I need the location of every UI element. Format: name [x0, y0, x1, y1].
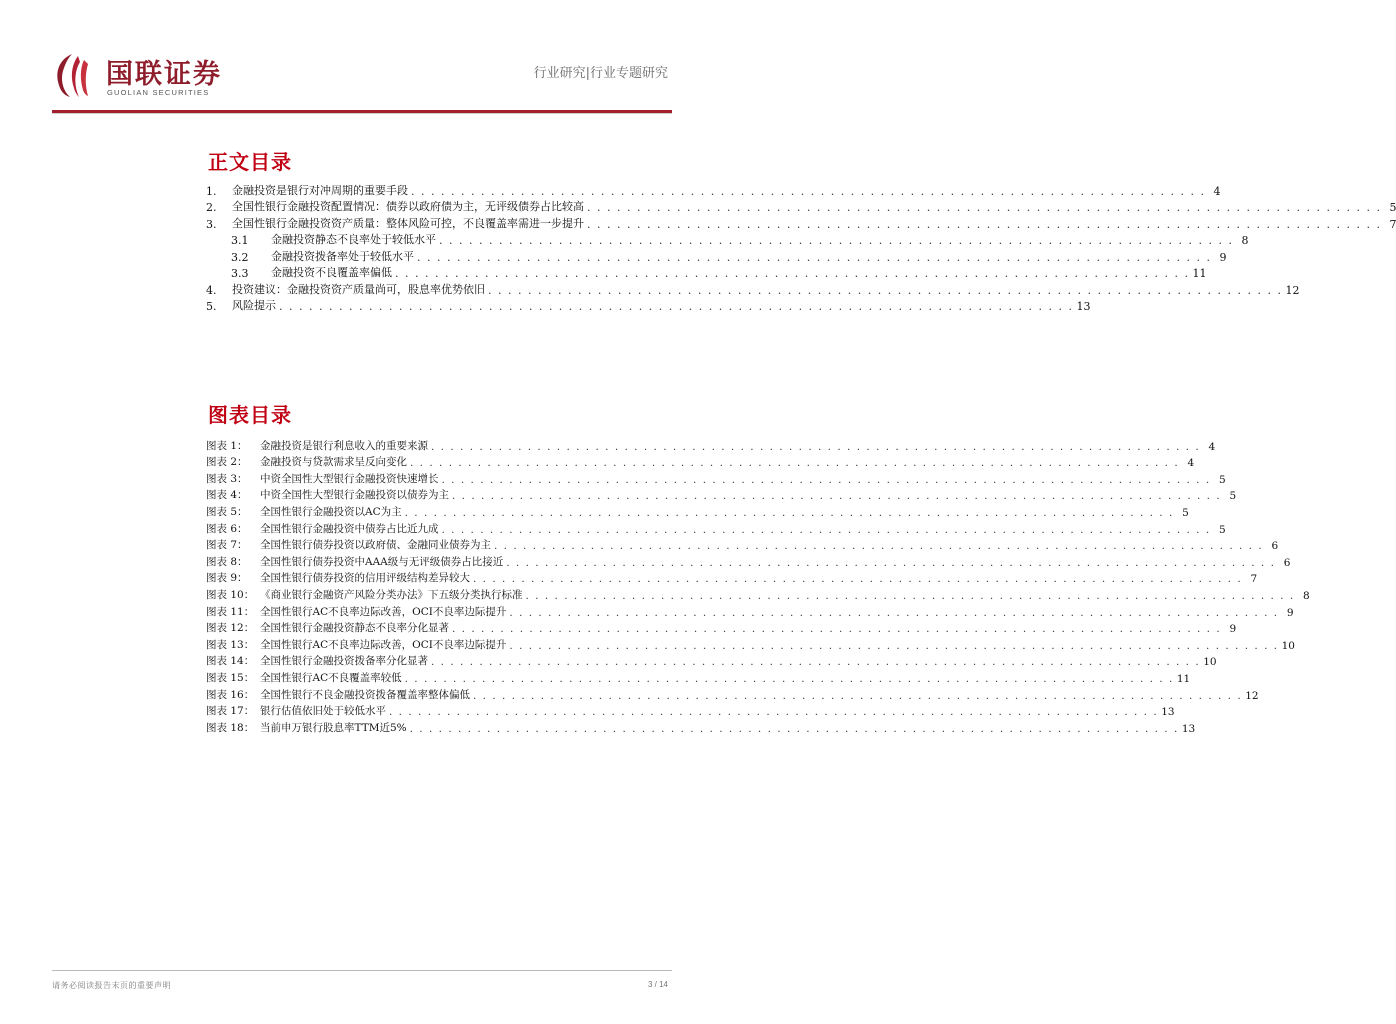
chart-index-entry[interactable] — [206, 436, 1216, 453]
dot-leader: . . . . . . . . . . . . . . . . . . . . . . . . . . . . . . . . . . . . . . . . . . . . . . . . . . . . . . . . . . . . . . . . . . . . . . . . . . . . . . . . — [417, 250, 1212, 264]
chart-index-title: 图表目录 — [208, 403, 292, 427]
dot-leader: . . . . . . . . . . . . . . . . . . . . . . . . . . . . . . . . . . . . . . . . . . . . . . . . . . . . . . . . . . . . . . . . . . . . . . . . . . . . . . . . — [587, 201, 1382, 214]
dot-leader: . . . . . . . . . . . . . . . . . . . . . . . . . . . . . . . . . . . . . . . . . . . . . . . . . . . . . . . . . . . . . . . . . . . . . . . . . . . . . . . . — [439, 234, 1234, 247]
dot-leader: . . . . . . . . . . . . . . . . . . . . . . . . . . . . . . . . . . . . . . . . . . . . . . . . . . . . . . . . . . . . . . . . . . . . . . . . . . . . . . . . — [525, 589, 1295, 602]
chart-index-entry-page: 6 — [1283, 556, 1291, 569]
chart-index-entry[interactable] — [206, 469, 1226, 486]
toc-list — [206, 181, 1396, 313]
chart-index-list — [206, 436, 1310, 735]
toc-entry-number: 3.3 — [231, 267, 249, 280]
chart-index-entry-page: 11 — [1176, 672, 1191, 685]
chart-index-entry-number: 图表 10： — [206, 588, 255, 601]
chart-index-entry-page: 4 — [1187, 457, 1195, 470]
chart-index-entry[interactable] — [206, 536, 1279, 553]
toc-entry-number: 3.2 — [231, 250, 249, 264]
chart-index-entry-number: 图表 8： — [206, 555, 248, 568]
toc-entry-number: 1. — [206, 184, 217, 198]
chart-index-entry-page: 13 — [1161, 706, 1175, 719]
chart-index-entry-page: 5 — [1219, 473, 1226, 486]
chart-index-entry-number: 图表 4： — [206, 489, 248, 502]
toc-entry-number: 5. — [206, 300, 217, 313]
toc-entry[interactable] — [206, 231, 1249, 248]
brand-subtitle: GUOLIAN SECURITIES — [107, 88, 210, 97]
dot-leader: . . . . . . . . . . . . . . . . . . . . . . . . . . . . . . . . . . . . . . . . . . . . . . . . . . . . . . . . . . . . . . . . . . . . . . . . . . . . . . . . — [431, 656, 1201, 669]
page-header — [0, 0, 724, 112]
chart-index-entry-label: 全国性银行金融投资以AC为主 — [260, 505, 402, 518]
chart-index-entry-label: 金融投资与贷款需求呈反向变化 — [260, 456, 407, 469]
dot-leader: . . . . . . . . . . . . . . . . . . . . . . . . . . . . . . . . . . . . . . . . . . . . . . . . . . . . . . . . . . . . . . . . . . . . . . . . . . . . . . . . — [473, 689, 1243, 702]
chart-index-entry-page: 5 — [1182, 506, 1189, 519]
chart-index-entry-page: 6 — [1271, 540, 1279, 553]
chart-index-entry-number: 图表 14： — [206, 655, 255, 668]
dot-leader: . . . . . . . . . . . . . . . . . . . . . . . . . . . . . . . . . . . . . . . . . . . . . . . . . . . . . . . . . . . . . . . . . . . . . . . . . . . . . . . . — [279, 300, 1074, 313]
chart-index-entry-page: 7 — [1250, 573, 1258, 586]
chart-index-entry-page: 8 — [1303, 589, 1310, 602]
chart-index-entry[interactable] — [206, 585, 1310, 602]
dot-leader: . . . . . . . . . . . . . . . . . . . . . . . . . . . . . . . . . . . . . . . . . . . . . . . . . . . . . . . . . . . . . . . . . . . . . . . . . . . . . . . . — [431, 440, 1201, 453]
brand-name: 国联证券 — [106, 59, 222, 90]
toc-entry[interactable] — [206, 247, 1227, 264]
dot-leader: . . . . . . . . . . . . . . . . . . . . . . . . . . . . . . . . . . . . . . . . . . . . . . . . . . . . . . . . . . . . . . . . . . . . . . . . . . . . . . . . — [404, 506, 1174, 519]
toc-entry-label: 金融投资拨备率处于较低水平 — [271, 249, 414, 263]
toc-entry-page: 5 — [1389, 201, 1396, 214]
chart-index-entry-label: 全国性银行AC不良率边际改善，OCI不良率边际提升 — [260, 605, 507, 618]
chart-index-entry-label: 当前申万银行股息率TTM近5% — [260, 721, 407, 734]
chart-index-entry-label: 全国性银行不良金融投资拨备覆盖率整体偏低 — [260, 688, 470, 701]
toc-entry-page: 7 — [1389, 217, 1396, 231]
toc-entry-label: 全国性银行金融投资资产质量：整体风险可控，不良覆盖率需进一步提升 — [232, 216, 584, 230]
toc-entry-page: 9 — [1219, 250, 1227, 264]
chart-index-entry-page: 10 — [1203, 656, 1217, 669]
dot-leader: . . . . . . . . . . . . . . . . . . . . . . . . . . . . . . . . . . . . . . . . . . . . . . . . . . . . . . . . . . . . . . . . . . . . . . . . . . . . . . . . — [441, 523, 1211, 536]
toc-entry-label: 金融投资不良覆盖率偏低 — [271, 266, 392, 279]
toc-entry-page: 13 — [1076, 300, 1091, 313]
chart-index-entry[interactable] — [206, 519, 1226, 536]
chart-index-entry-number: 图表 6： — [206, 522, 248, 535]
dot-leader: . . . . . . . . . . . . . . . . . . . . . . . . . . . . . . . . . . . . . . . . . . . . . . . . . . . . . . . . . . . . . . . . . . . . . . . . . . . . . . . . — [509, 639, 1279, 652]
toc-entry-number: 2. — [206, 201, 217, 214]
toc-entry[interactable] — [206, 181, 1221, 198]
chart-index-entry-number: 图表 15： — [206, 671, 255, 684]
dot-leader: . . . . . . . . . . . . . . . . . . . . . . . . . . . . . . . . . . . . . . . . . . . . . . . . . . . . . . . . . . . . . . . . . . . . . . . . . . . . . . . . — [395, 267, 1190, 280]
dot-leader: . . . . . . . . . . . . . . . . . . . . . . . . . . . . . . . . . . . . . . . . . . . . . . . . . . . . . . . . . . . . . . . . . . . . . . . . . . . . . . . . — [509, 606, 1279, 619]
chart-index-entry-label: 全国性银行债券投资以政府债、金融同业债券为主 — [260, 539, 491, 552]
chart-index-entry-label: 全国性银行金融投资静态不良率分化显著 — [260, 622, 449, 635]
chart-index-entry[interactable] — [206, 668, 1191, 685]
chart-index-entry[interactable] — [206, 635, 1295, 652]
chart-index-entry-page: 5 — [1229, 490, 1237, 503]
header-divider-thin — [52, 113, 672, 114]
chart-index-entry-number: 图表 9： — [206, 572, 248, 585]
chart-index-entry[interactable] — [206, 552, 1291, 569]
chart-index-entry-label: 全国性银行金融投资拨备率分化显著 — [260, 655, 428, 668]
chart-index-entry-page: 9 — [1286, 606, 1294, 619]
dot-leader: . . . . . . . . . . . . . . . . . . . . . . . . . . . . . . . . . . . . . . . . . . . . . . . . . . . . . . . . . . . . . . . . . . . . . . . . . . . . . . . . — [411, 184, 1206, 198]
guolian-logo-icon — [50, 50, 98, 98]
chart-index-entry-label: 全国性银行债券投资的信用评级结构差异较大 — [260, 572, 470, 585]
toc-entry[interactable] — [206, 214, 1396, 231]
chart-index-entry-label: 银行估值依旧处于较低水平 — [260, 705, 386, 718]
toc-entry-page: 11 — [1192, 267, 1207, 280]
footer-disclaimer: 请务必阅读报告末页的重要声明 — [52, 981, 171, 990]
chart-index-entry-number: 图表 5： — [206, 505, 248, 518]
chart-index-entry-page: 12 — [1245, 689, 1259, 702]
toc-entry-label: 全国性银行金融投资配置情况：债券以政府债为主，无评级债券占比较高 — [232, 200, 584, 213]
toc-entry-page: 8 — [1241, 234, 1249, 247]
chart-index-entry-label: 中资全国性大型银行金融投资以债券为主 — [260, 489, 449, 502]
chart-index-entry[interactable] — [206, 619, 1237, 636]
dot-leader: . . . . . . . . . . . . . . . . . . . . . . . . . . . . . . . . . . . . . . . . . . . . . . . . . . . . . . . . . . . . . . . . . . . . . . . . . . . . . . . . — [389, 706, 1159, 719]
toc-entry[interactable] — [206, 264, 1207, 281]
chart-index-entry-number: 图表 16： — [206, 688, 255, 701]
chart-index-entry[interactable] — [206, 569, 1258, 586]
chart-index-entry-number: 图表 11： — [206, 605, 255, 618]
chart-index-entry[interactable] — [206, 702, 1175, 719]
chart-index-entry-page: 13 — [1181, 722, 1196, 735]
chart-index-entry[interactable] — [206, 453, 1195, 470]
dot-leader: . . . . . . . . . . . . . . . . . . . . . . . . . . . . . . . . . . . . . . . . . . . . . . . . . . . . . . . . . . . . . . . . . . . . . . . . . . . . . . . . — [494, 540, 1264, 553]
chart-index-entry-number: 图表 13： — [206, 638, 255, 651]
chart-index-entry-number: 图表 1： — [206, 439, 248, 452]
dot-leader: . . . . . . . . . . . . . . . . . . . . . . . . . . . . . . . . . . . . . . . . . . . . . . . . . . . . . . . . . . . . . . . . . . . . . . . . . . . . . . . . — [404, 672, 1174, 685]
dot-leader: . . . . . . . . . . . . . . . . . . . . . . . . . . . . . . . . . . . . . . . . . . . . . . . . . . . . . . . . . . . . . . . . . . . . . . . . . . . . . . . . — [441, 473, 1211, 486]
chart-index-entry[interactable] — [206, 652, 1217, 669]
toc-entry[interactable] — [206, 198, 1396, 215]
chart-index-entry[interactable] — [206, 602, 1294, 619]
chart-index-entry-number: 图表 7： — [206, 539, 248, 552]
toc-entry-number: 4. — [206, 283, 217, 297]
toc-entry-label: 金融投资静态不良率处于较低水平 — [271, 233, 436, 246]
toc-entry-label: 投资建议：金融投资资产质量尚可，股息率优势依旧 — [232, 282, 485, 296]
dot-leader: . . . . . . . . . . . . . . . . . . . . . . . . . . . . . . . . . . . . . . . . . . . . . . . . . . . . . . . . . . . . . . . . . . . . . . . . . . . . . . . . — [409, 722, 1179, 735]
chart-index-entry-number: 图表 17： — [206, 705, 255, 718]
chart-index-entry-label: 金融投资是银行利息收入的重要来源 — [260, 439, 428, 452]
toc-entry-number: 3.1 — [231, 234, 249, 247]
chart-index-entry-label: 全国性银行AC不良率边际改善，OCI不良率边际提升 — [260, 638, 507, 651]
chart-index-entry-page: 4 — [1208, 440, 1216, 453]
chart-index-entry-number: 图表 12： — [206, 622, 255, 635]
chart-index-entry-number: 图表 2： — [206, 456, 248, 469]
toc-entry-label: 金融投资是银行对冲周期的重要手段 — [232, 183, 408, 197]
dot-leader: . . . . . . . . . . . . . . . . . . . . . . . . . . . . . . . . . . . . . . . . . . . . . . . . . . . . . . . . . . . . . . . . . . . . . . . . . . . . . . . . — [410, 457, 1180, 470]
toc-entry-page: 12 — [1285, 283, 1300, 297]
toc-entry[interactable] — [206, 297, 1091, 314]
dot-leader: . . . . . . . . . . . . . . . . . . . . . . . . . . . . . . . . . . . . . . . . . . . . . . . . . . . . . . . . . . . . . . . . . . . . . . . . . . . . . . . . — [488, 283, 1283, 297]
dot-leader: . . . . . . . . . . . . . . . . . . . . . . . . . . . . . . . . . . . . . . . . . . . . . . . . . . . . . . . . . . . . . . . . . . . . . . . . . . . . . . . . — [506, 556, 1276, 569]
dot-leader: . . . . . . . . . . . . . . . . . . . . . . . . . . . . . . . . . . . . . . . . . . . . . . . . . . . . . . . . . . . . . . . . . . . . . . . . . . . . . . . . — [452, 490, 1222, 503]
page-indicator: 3 / 14 — [647, 980, 668, 989]
chart-index-entry[interactable] — [206, 685, 1259, 702]
chart-index-entry[interactable] — [206, 718, 1196, 735]
toc-title: 正文目录 — [208, 150, 292, 174]
footer-divider — [52, 970, 672, 971]
chart-index-entry-label: 全国性银行债券投资中AAA级与无评级债券占比接近 — [260, 555, 504, 568]
chart-index-entry-page: 10 — [1281, 639, 1295, 652]
chart-index-entry-label: 全国性银行AC不良覆盖率较低 — [260, 671, 402, 684]
dot-leader: . . . . . . . . . . . . . . . . . . . . . . . . . . . . . . . . . . . . . . . . . . . . . . . . . . . . . . . . . . . . . . . . . . . . . . . . . . . . . . . . — [473, 573, 1243, 586]
report-category: 行业研究|行业专题研究 — [533, 66, 668, 81]
toc-entry-page: 4 — [1213, 184, 1221, 198]
dot-leader: . . . . . . . . . . . . . . . . . . . . . . . . . . . . . . . . . . . . . . . . . . . . . . . . . . . . . . . . . . . . . . . . . . . . . . . . . . . . . . . . — [587, 217, 1382, 231]
chart-index-entry-number: 图表 3： — [206, 472, 248, 485]
toc-entry[interactable] — [206, 280, 1300, 297]
chart-index-entry[interactable] — [206, 486, 1237, 503]
chart-index-entry-page: 9 — [1229, 623, 1237, 636]
dot-leader: . . . . . . . . . . . . . . . . . . . . . . . . . . . . . . . . . . . . . . . . . . . . . . . . . . . . . . . . . . . . . . . . . . . . . . . . . . . . . . . . — [452, 623, 1222, 636]
toc-entry-number: 3. — [206, 217, 217, 231]
chart-index-entry-label: 《商业银行金融资产风险分类办法》下五级分类执行标准 — [260, 588, 523, 601]
chart-index-entry[interactable] — [206, 502, 1189, 519]
chart-index-entry-number: 图表 18： — [206, 721, 255, 734]
chart-index-entry-label: 全国性银行金融投资中债券占比近九成 — [260, 522, 439, 535]
toc-entry-label: 风险提示 — [232, 299, 276, 312]
chart-index-entry-page: 5 — [1219, 523, 1226, 536]
chart-index-entry-label: 中资全国性大型银行金融投资快速增长 — [260, 472, 439, 485]
